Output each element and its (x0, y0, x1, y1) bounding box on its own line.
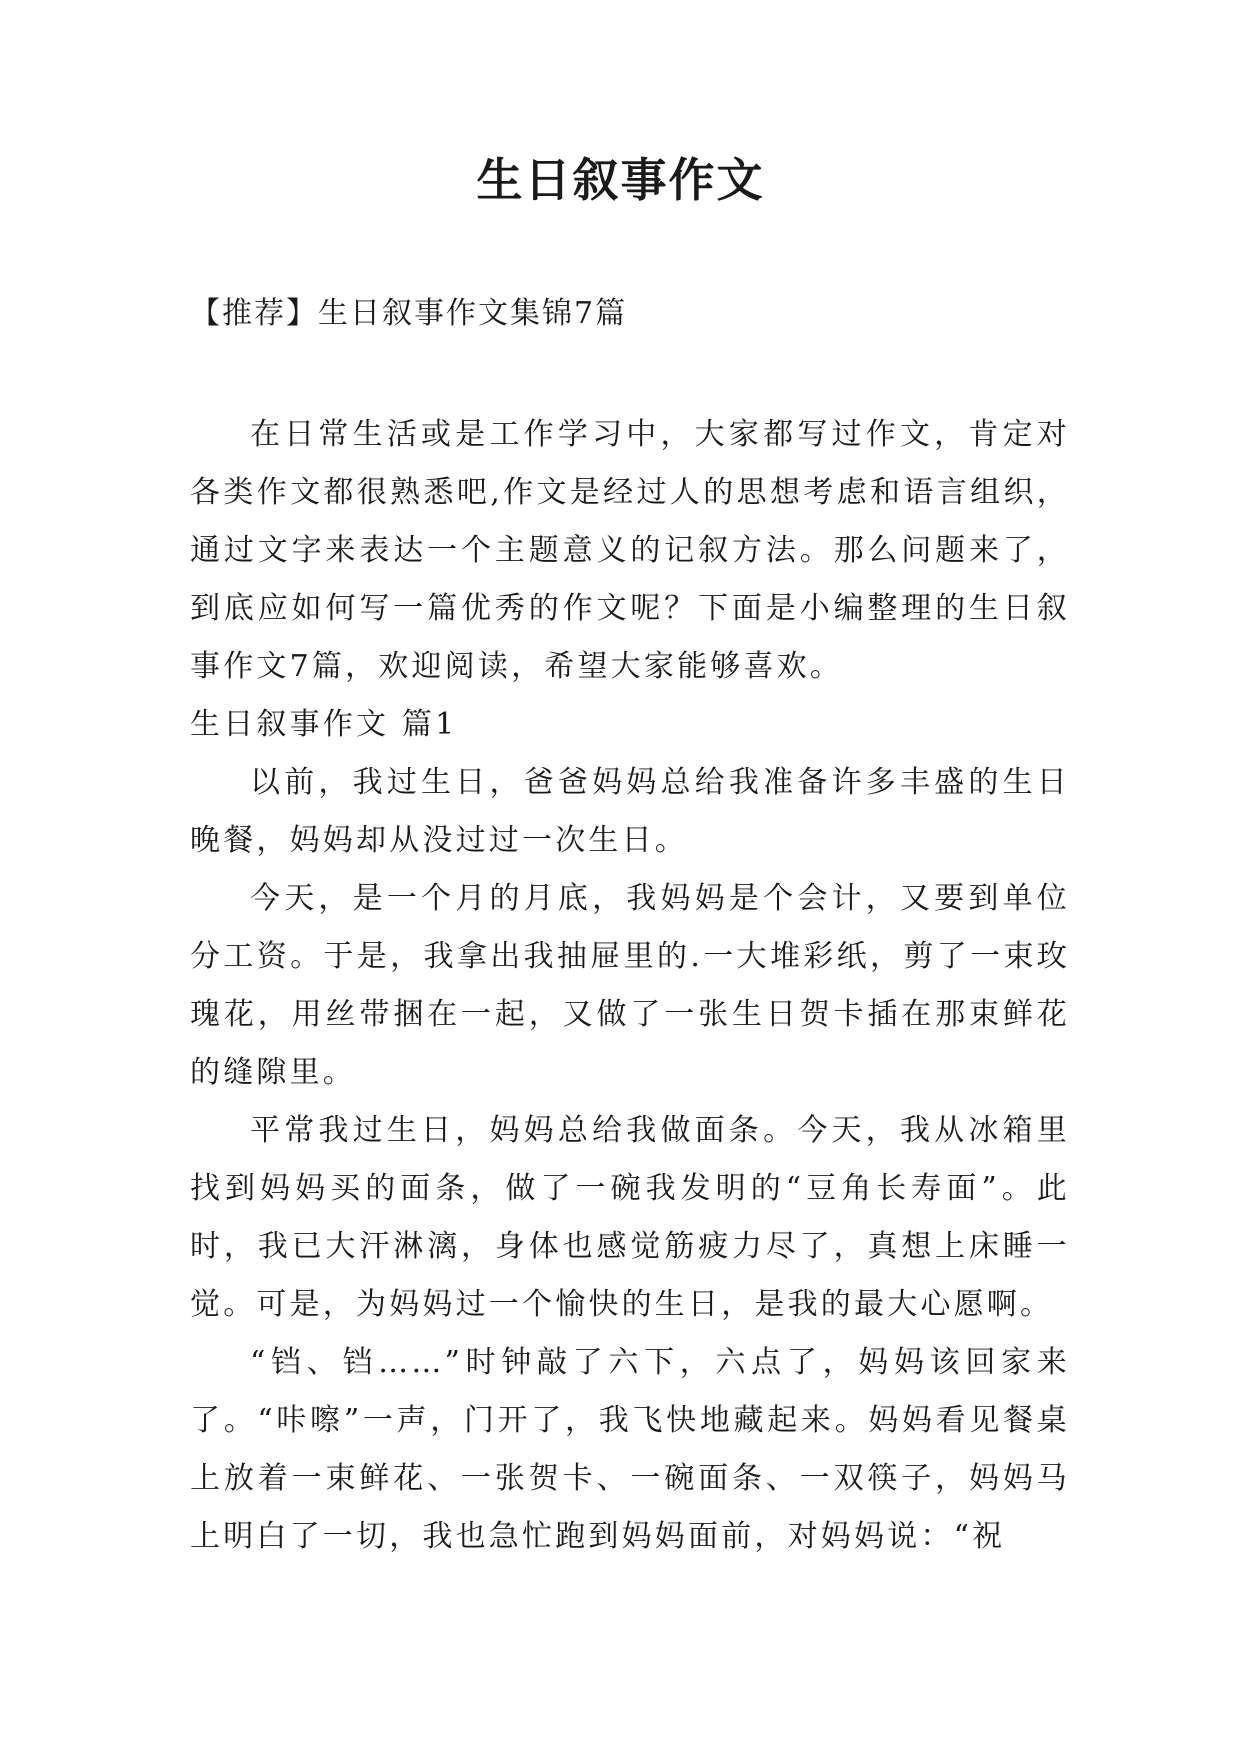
document-body (190, 406, 1070, 1566)
document-subtitle: 【推荐】生日叙事作文集锦7篇 (190, 296, 628, 331)
document-title: 生日叙事作文 (476, 153, 765, 207)
section-heading: 生日叙事作文 篇1 (190, 707, 458, 742)
intro-paragraph: 在日常生活或是工作学习中，大家都写过作文，肯定对各类作文都很熟悉吧,作文是经过人的思想考虑和语言组织，通过文字来表达一个主题意义的记叙方法。那么问题来了，到底应如何写一篇优秀的作文呢？下面是小编整理的生日叙事作文7篇，欢迎阅读，希望大家能够喜欢。 (190, 417, 1070, 684)
body-paragraph: 今天，是一个月的月底，我妈妈是个会计，又要到单位分工资。于是，我拿出我抽屉里的.一大堆彩纸，剪了一束玫瑰花，用丝带捆在一起，又做了一张生日贺卡插在那束鲜花的缝隙里。 (190, 881, 1070, 1090)
body-paragraph: 以前，我过生日，爸爸妈妈总给我准备许多丰盛的生日晚餐，妈妈却从没过过一次生日。 (190, 765, 1070, 858)
body-paragraph: “铛、铛……”时钟敲了六下，六点了，妈妈该回家来了。“咔嚓”一声，门开了，我飞快地藏起来。妈妈看见餐桌上放着一束鲜花、一张贺卡、一碗面条、一双筷子，妈妈马上明白了一切，我也急忙跑到妈妈面前，对妈妈说：“祝 (190, 1345, 1070, 1554)
body-paragraph: 平常我过生日，妈妈总给我做面条。今天，我从冰箱里找到妈妈买的面条，做了一碗我发明的“豆角长寿面”。此时，我已大汗淋漓，身体也感觉筋疲力尽了，真想上床睡一觉。可是，为妈妈过一个愉快的生日，是我的最大心愿啊。 (190, 1113, 1070, 1322)
